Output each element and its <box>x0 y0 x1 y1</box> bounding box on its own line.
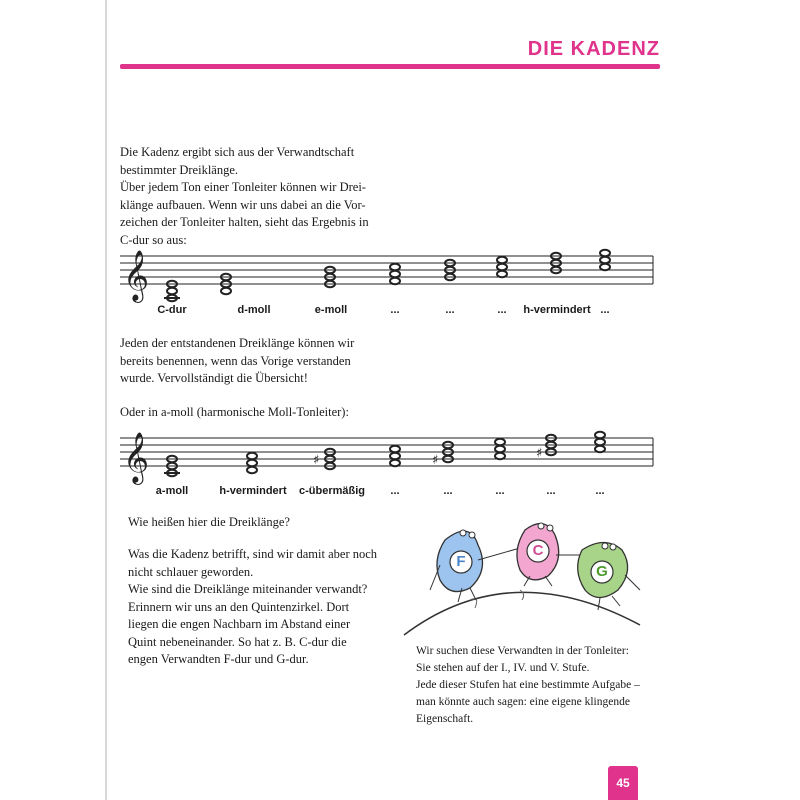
text-line: klänge aufbauen. Wenn wir uns dabei an die Vor- <box>120 197 366 212</box>
text-line: Erinnern wir uns an den Quintenzirkel. Dort <box>128 599 350 614</box>
text-line: bereits benennen, wenn das Vorige verstanden <box>120 353 351 368</box>
chord-label: ... <box>390 304 400 316</box>
page-number: 45 <box>608 766 638 800</box>
chord-label: d-moll <box>237 304 271 316</box>
text-line: nicht schlauer geworden. <box>128 564 254 579</box>
page-title: DIE KADENZ <box>527 38 660 60</box>
chord-label: e-moll <box>314 304 348 316</box>
chord-label: ... <box>390 485 400 497</box>
sharp-icon: ♯ <box>313 453 320 468</box>
text-line: Sie stehen auf der I., IV. und V. Stufe. <box>416 662 590 674</box>
chord-label: ... <box>595 485 605 497</box>
text-line: Jeden der entstandenen Dreiklänge können wir <box>120 336 355 350</box>
chord-label: ... <box>443 485 453 497</box>
text-line: Eigenschaft. <box>416 713 474 725</box>
treble-clef-icon: 𝄞 <box>123 432 150 483</box>
text-line: Oder in a-moll (harmonische Moll-Tonleiter): <box>120 405 349 419</box>
chord-label: h-vermindert <box>523 304 591 316</box>
text-line: Wie sind die Dreiklänge miteinander verwandt? <box>128 582 368 596</box>
chord-label: ... <box>546 485 556 497</box>
text-line: Was die Kadenz betrifft, sind wir damit aber noch <box>128 547 378 561</box>
treble-clef-icon: 𝄞 <box>123 250 150 301</box>
text-line: zeichen der Tonleiter halten, sieht das Ergebnis in <box>120 215 369 229</box>
sharp-icon: ♯ <box>432 453 439 468</box>
text-line: bestimmter Dreiklänge. <box>120 162 239 177</box>
chord-label: ... <box>495 485 505 497</box>
text-line: Die Kadenz ergibt sich aus der Verwandtschaft <box>120 145 355 159</box>
text-line: Jede dieser Stufen hat eine bestimmte Aufgabe – <box>416 679 640 691</box>
text-line: Quint nebeneinander. So hat z. B. C-dur die <box>128 634 347 649</box>
text-line: wurde. Vervollständigt die Übersicht! <box>120 371 308 385</box>
text-line: man könnte auch sagen: eine eigene klingende <box>416 696 630 708</box>
chord-label: h-vermindert <box>219 485 287 497</box>
chord-label: a-moll <box>155 485 189 497</box>
text-line: engen Verwandten F-dur und G-dur. <box>128 652 309 666</box>
chord-label: c-übermäßig <box>298 485 365 497</box>
chord-label: ... <box>600 304 610 316</box>
text-line: C-dur so aus: <box>120 232 187 247</box>
chord-label: ... <box>445 304 455 316</box>
sharp-icon: ♯ <box>536 446 543 461</box>
text-line: Über jedem Ton einer Tonleiter können wir Drei- <box>120 180 366 194</box>
text-line: Wie heißen hier die Dreiklänge? <box>128 515 290 529</box>
text-line: Wir suchen diese Verwandten in der Tonleiter: <box>416 645 629 657</box>
text-line: liegen die engen Nachbarn im Abstand einer <box>128 617 351 631</box>
letter-c: C <box>532 542 544 559</box>
caption-paragraph <box>416 643 640 728</box>
letter-f: F <box>456 553 466 570</box>
chord-label: ... <box>497 304 507 316</box>
chord-label: C-dur <box>157 304 187 316</box>
letter-g: G <box>596 563 608 580</box>
